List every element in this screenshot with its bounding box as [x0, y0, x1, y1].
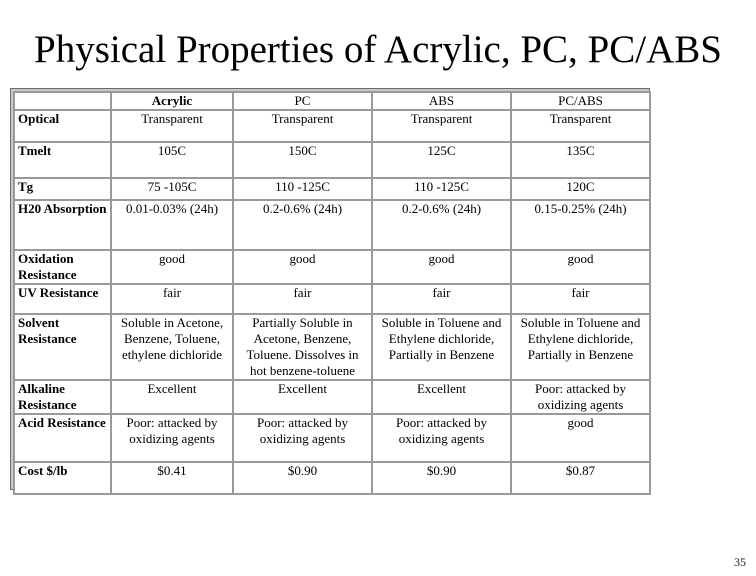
table-cell: Poor: attacked by oxidizing agents [372, 414, 511, 462]
row-label: Tg [14, 178, 111, 200]
table-cell: Transparent [372, 110, 511, 142]
table-cell: 0.15-0.25% (24h) [511, 200, 650, 250]
properties-table-container [10, 88, 650, 490]
row-label: Optical [14, 110, 111, 142]
table-cell: Poor: attacked by oxidizing agents [511, 380, 650, 414]
table-cell: fair [233, 284, 372, 314]
table-cell: $0.41 [111, 462, 233, 494]
row-label: Solvent Resistance [14, 314, 111, 380]
page-number: 35 [734, 555, 746, 569]
table-cell: Soluble in Toluene and Ethylene dichloride, Partially in Benzene [511, 314, 650, 380]
table-cell: 135C [511, 142, 650, 178]
row-label: UV Resistance [14, 284, 111, 314]
table-cell: fair [372, 284, 511, 314]
column-header: PC [233, 92, 372, 110]
table-cell: 120C [511, 178, 650, 200]
row-label: H20 Absorption [14, 200, 111, 250]
table-cell: 110 -125C [233, 178, 372, 200]
table-cell: Transparent [111, 110, 233, 142]
table-cell: 75 -105C [111, 178, 233, 200]
table-cell: 150C [233, 142, 372, 178]
column-header: PC/ABS [511, 92, 650, 110]
column-header: ABS [372, 92, 511, 110]
table-cell: 0.2-0.6% (24h) [372, 200, 511, 250]
table-cell: 110 -125C [372, 178, 511, 200]
table-row [14, 250, 650, 284]
table-cell: $0.90 [372, 462, 511, 494]
row-label: Acid Resistance [14, 414, 111, 462]
table-row [14, 462, 650, 494]
table-cell: 0.01-0.03% (24h) [111, 200, 233, 250]
table-cell: Excellent [233, 380, 372, 414]
row-label: Cost $/lb [14, 462, 111, 494]
row-label: Tmelt [14, 142, 111, 178]
table-row [14, 142, 650, 178]
properties-table [13, 91, 651, 495]
table-cell: 105C [111, 142, 233, 178]
row-label: Alkaline Resistance [14, 380, 111, 414]
table-cell: fair [111, 284, 233, 314]
table-cell: good [233, 250, 372, 284]
table-row [14, 284, 650, 314]
table-cell: Transparent [511, 110, 650, 142]
table-row [14, 314, 650, 380]
table-row [14, 200, 650, 250]
table-cell: 0.2-0.6% (24h) [233, 200, 372, 250]
table-cell: fair [511, 284, 650, 314]
header-corner-cell [14, 92, 111, 110]
table-cell: Excellent [372, 380, 511, 414]
table-cell: Poor: attacked by oxidizing agents [111, 414, 233, 462]
table-row [14, 110, 650, 142]
column-header: Acrylic [111, 92, 233, 110]
table-cell: good [511, 414, 650, 462]
table-cell: Partially Soluble in Acetone, Benzene, Toluene. Dissolves in hot benzene-toluene [233, 314, 372, 380]
table-cell: good [511, 250, 650, 284]
table-row [14, 380, 650, 414]
table-header-row [14, 92, 650, 110]
table-cell: 125C [372, 142, 511, 178]
row-label: Oxidation Resistance [14, 250, 111, 284]
table-cell: Transparent [233, 110, 372, 142]
table-cell: Soluble in Acetone, Benzene, Toluene, ethylene dichloride [111, 314, 233, 380]
table-cell: good [372, 250, 511, 284]
table-row [14, 414, 650, 462]
table-cell: $0.87 [511, 462, 650, 494]
table-row [14, 178, 650, 200]
table-cell: $0.90 [233, 462, 372, 494]
slide-title: Physical Properties of Acrylic, PC, PC/ABS [34, 28, 722, 71]
table-cell: Excellent [111, 380, 233, 414]
table-cell: Soluble in Toluene and Ethylene dichloride, Partially in Benzene [372, 314, 511, 380]
table-cell: Poor: attacked by oxidizing agents [233, 414, 372, 462]
table-cell: good [111, 250, 233, 284]
